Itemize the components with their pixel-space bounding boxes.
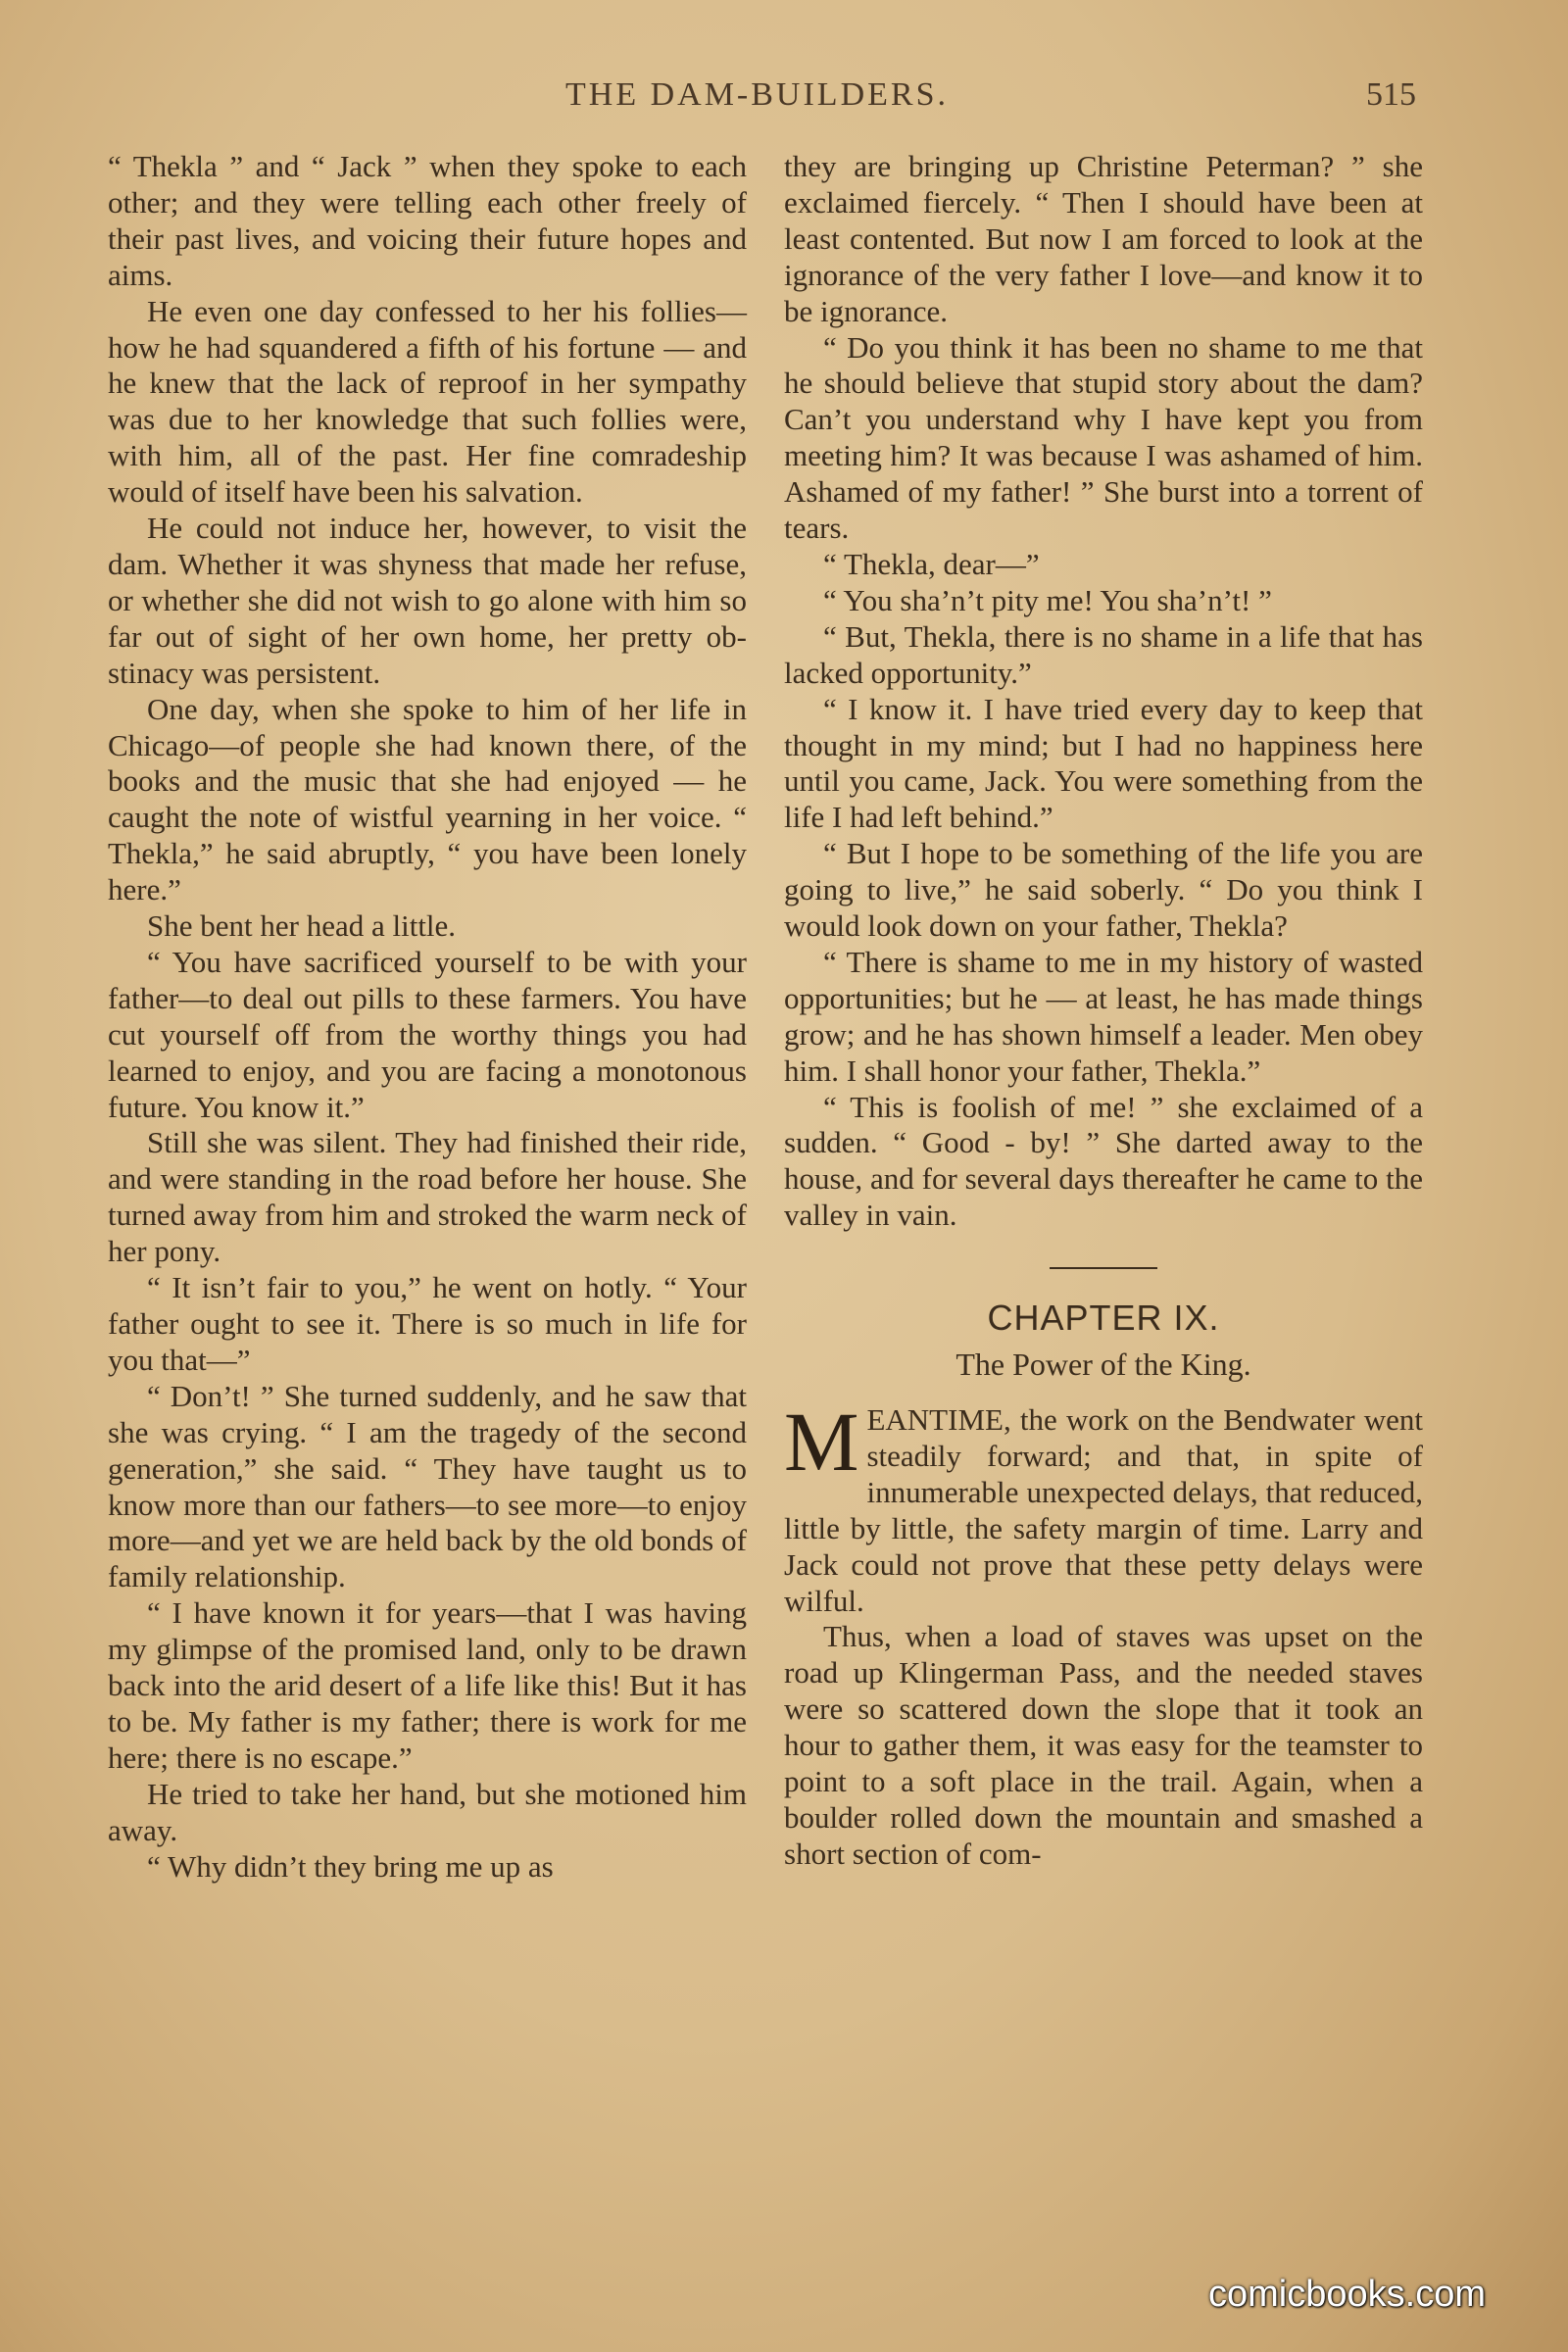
paragraph: He could not induce her, however, to visit the dam. Whether it was shyness that made her refuse, or whether she did not wish to go alone with him so far out of sight of her own home, her pretty obstinacy was persistent. bbox=[108, 511, 747, 690]
running-head bbox=[0, 76, 1568, 116]
paragraph: “ Thekla, dear—” bbox=[823, 546, 1040, 581]
paragraph: “ Do you think it has been no shame to me that he should believe that stupid story about the dam? Can’t you understand why I have kept you from meeting him? It was because I was ashamed of him. Ashamed of my father! ” She burst into a torrent of tears. bbox=[784, 329, 1423, 546]
paragraph: “ But I hope to be something of the life you are going to live,” he said soberly. “ Do you think I would look down on your father, Thekla? bbox=[784, 836, 1423, 944]
paragraph: Still she was silent. They had finished their ride, and were standing in the road before her house. She turned away from him and stroked the warm neck of her pony. bbox=[108, 1125, 747, 1269]
chapter-title: CHAPTER IX. bbox=[987, 1298, 1220, 1339]
right-column bbox=[784, 149, 1423, 1873]
page-number: 515 bbox=[1366, 76, 1416, 113]
running-title: THE DAM-BUILDERS. bbox=[565, 76, 949, 113]
paragraph: “ There is shame to me in my history of wasted opportunities; but he — at least, he has made things grow; and he has shown himself a leader. Men obey him. I shall honor your father, Thekla.” bbox=[784, 944, 1423, 1088]
paragraph: “ But, Thekla, there is no shame in a life that has lacked opportunity.” bbox=[784, 618, 1423, 690]
paragraph: “ You sha’n’t pity me! You sha’n’t! ” bbox=[823, 582, 1272, 617]
paragraph: “ Why didn’t they bring me up as bbox=[147, 1848, 554, 1884]
paragraph: “ It isn’t fair to you,” he went on hotly. “ Your father ought to see it. There is so much in life for you that—” bbox=[108, 1270, 747, 1377]
paragraph: they are bringing up Christine Peterman? ” she exclaimed fiercely. “ Then I should have been at least contented. But now I am forced to look at the ignorance of the very father I love—and know it to be ignorance. bbox=[784, 149, 1423, 328]
paragraph: “ This is foolish of me! ” she exclaimed of a sudden. “ Good - by! ” She darted away to the house, and for several days thereafter he came to the valley in vain. bbox=[784, 1089, 1423, 1233]
paragraph: “ I have known it for years—that I was having my glimpse of the promised land, only to be drawn back into the arid desert of a life like this! But it has to be. My father is my father; there is work for me here; there is no escape.” bbox=[108, 1595, 747, 1775]
section-divider bbox=[1050, 1267, 1157, 1269]
paragraph: She bent her head a little. bbox=[147, 908, 457, 944]
paragraph: “ You have sacrificed yourself to be with your father—to deal out pills to these farmers. You have cut yourself off from the worthy things you had learned to enjoy, and you are facing a monotonous future. You know it.” bbox=[108, 944, 747, 1124]
chapter-first-paragraph-text: EANTIME, the work on the Bendwater went steadily forward; and that, in spite of innumerable unexpected delays, that reduced, little by little, the safety margin of time. Larry and Jack could not prove that these petty delays were wilful. bbox=[784, 1402, 1423, 1618]
paragraph: Thus, when a load of staves was upset on the road up Klingerman Pass, and the needed staves were so scattered down the slope that it took an hour to gather them, it was easy for the teamster to point to a soft place in the trail. Again, when a boulder rolled down the mountain and smashed a short section of com- bbox=[784, 1619, 1423, 1871]
site-watermark: comicbooks.com bbox=[1208, 2274, 1486, 2315]
paragraph: One day, when she spoke to him of her life in Chicago—of people she had known there, of the books and the music that she had enjoyed — he caught the note of wistful yearning in her voice. “ Thekla,” he said abruptly, “ you have been lonely here.” bbox=[108, 691, 747, 907]
paragraph: “ Thekla ” and “ Jack ” when they spoke to each other; and they were telling each other freely of their past lives, and voicing their future hopes and aims. bbox=[108, 149, 747, 292]
drop-cap: M bbox=[784, 1395, 859, 1489]
paragraph: He tried to take her hand, but she motioned him away. bbox=[108, 1776, 747, 1847]
paragraph: He even one day confessed to her his follies—how he had squandered a fifth of his fortune — and he knew that the lack of reproof in her sympathy was due to her knowledge that such follies were, with him, all of the past. Her fine comradeship would of itself have been his salvation. bbox=[108, 293, 747, 510]
paragraph: “ I know it. I have tried every day to keep that thought in my mind; but I had no happiness here until you came, Jack. You were something from the life I had left behind.” bbox=[784, 691, 1423, 835]
chapter-first-paragraph bbox=[784, 1395, 1423, 1619]
chapter-subtitle: The Power of the King. bbox=[956, 1347, 1251, 1383]
left-column bbox=[108, 149, 747, 1886]
paragraph: “ Don’t! ” She turned suddenly, and he saw that she was crying. “ I am the tragedy of the second generation,” she said. “ They have taught us to know more than our fathers—to see more—to enjoy more—and yet we are held back by the old bonds of family relationship. bbox=[108, 1378, 747, 1594]
